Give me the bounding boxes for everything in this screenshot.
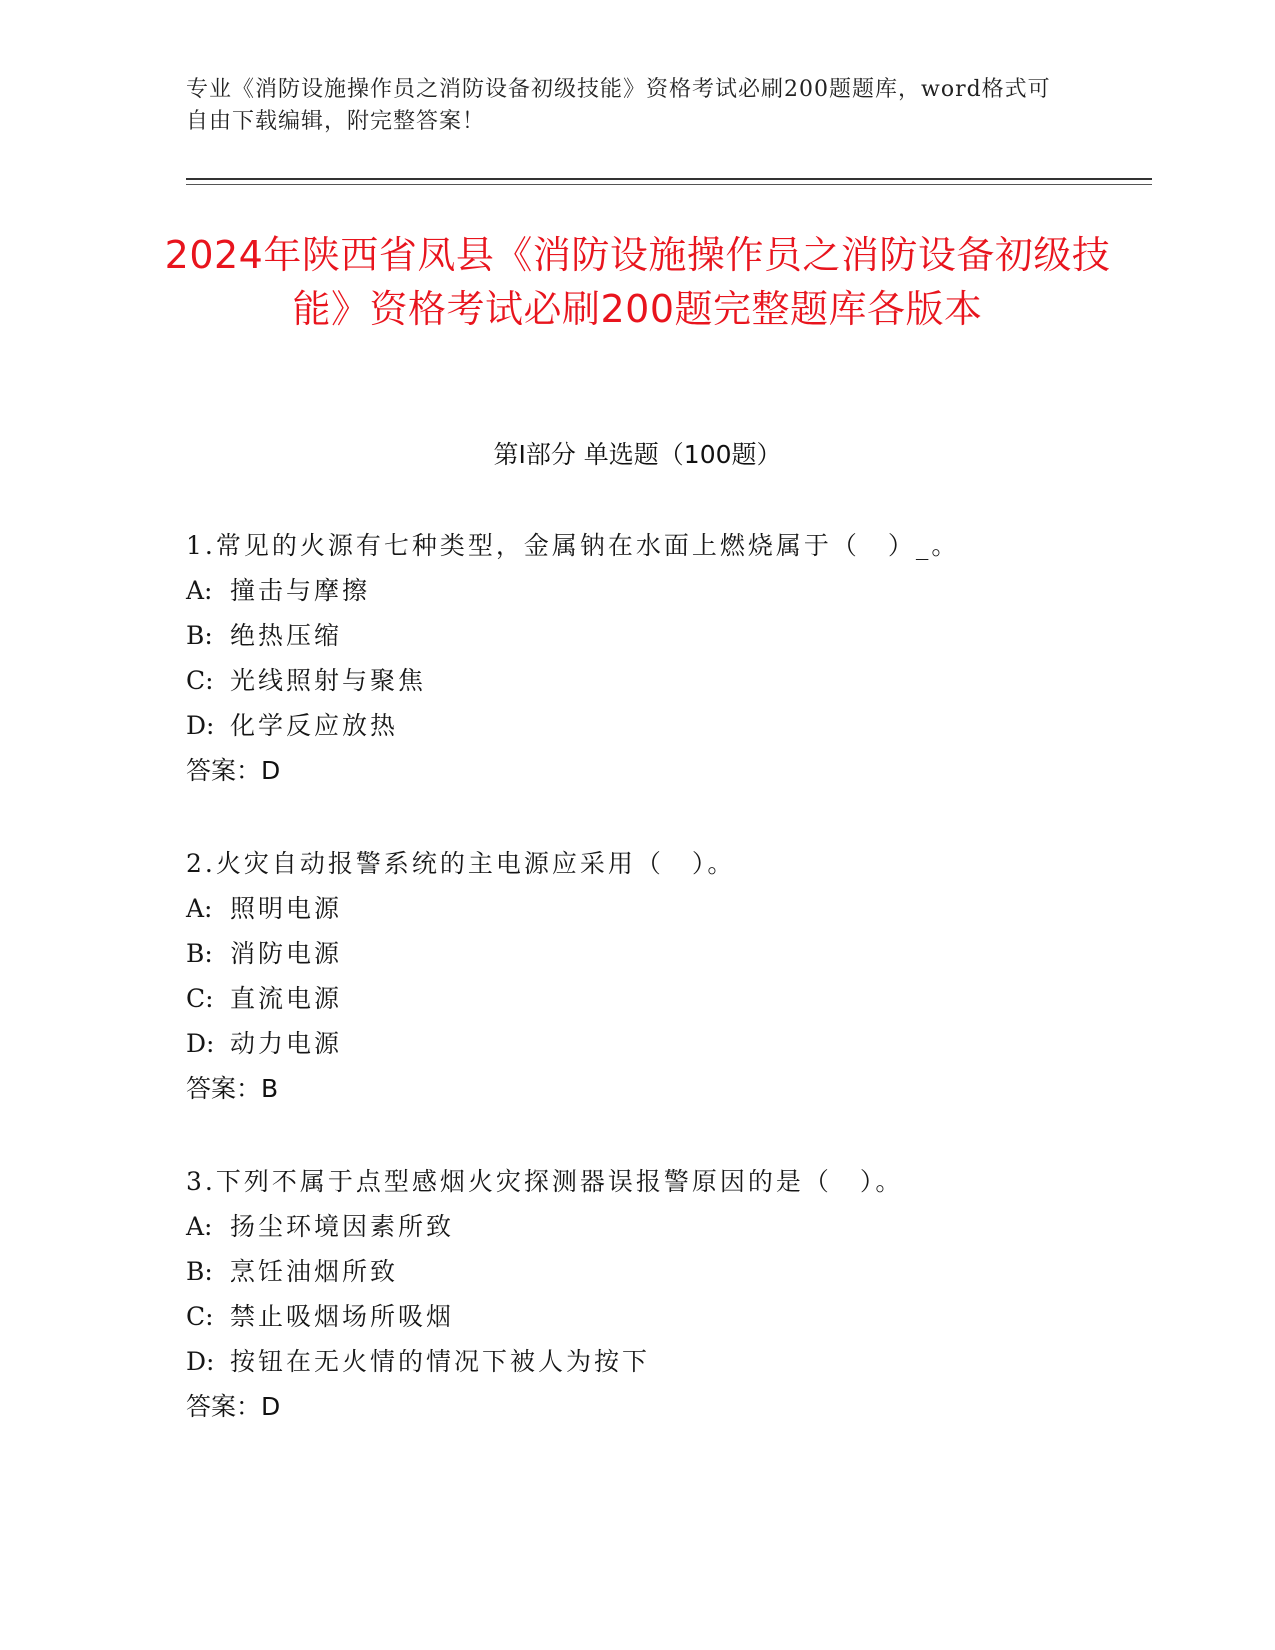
question-3 — [186, 1159, 1106, 1429]
option-b — [186, 613, 1106, 658]
option-c — [186, 658, 1106, 703]
option-key: A: — [186, 576, 213, 605]
question-stem: 3.下列不属于点型感烟火灾探测器误报警原因的是（ ）。 — [186, 1167, 904, 1196]
option-d — [186, 1339, 1106, 1384]
option-key: A: — [186, 1212, 213, 1241]
option-b — [186, 931, 1106, 976]
answer-line: 答案：D — [186, 1392, 281, 1421]
option-text: 按钮在无火情的情况下被人为按下 — [230, 1347, 651, 1376]
option-text: 消防电源 — [230, 939, 343, 968]
option-text: 禁止吸烟场所吸烟 — [230, 1302, 455, 1331]
question-2 — [186, 841, 1106, 1111]
option-b — [186, 1249, 1106, 1294]
option-key: D: — [186, 1029, 215, 1058]
option-key: B: — [186, 1257, 213, 1286]
option-text: 照明电源 — [230, 894, 343, 923]
option-text: 动力电源 — [230, 1029, 343, 1058]
question-stem: 1.常见的火源有七种类型，金属钠在水面上燃烧属于（ ）_。 — [186, 531, 960, 560]
option-text: 直流电源 — [230, 984, 343, 1013]
option-key: D: — [186, 1347, 215, 1376]
option-c — [186, 976, 1106, 1021]
header-divider-thin — [186, 184, 1152, 185]
option-key: C: — [186, 1302, 214, 1331]
question-stem: 2.火灾自动报警系统的主电源应采用（ ）。 — [186, 849, 736, 878]
option-key: B: — [186, 621, 213, 650]
option-d — [186, 703, 1106, 748]
document-title: 2024年陕西省凤县《消防设施操作员之消防设备初级技能》资格考试必刷200题完整题库各版本 — [164, 233, 1111, 331]
option-d — [186, 1021, 1106, 1066]
question-1 — [186, 523, 1106, 793]
option-key: C: — [186, 984, 214, 1013]
option-text: 扬尘环境因素所致 — [230, 1212, 455, 1241]
option-a — [186, 1204, 1106, 1249]
option-text: 光线照射与聚焦 — [230, 666, 427, 695]
option-key: A: — [186, 894, 213, 923]
option-key: B: — [186, 939, 213, 968]
header-divider-thick — [186, 178, 1152, 180]
option-c — [186, 1294, 1106, 1339]
answer-line: 答案：B — [186, 1074, 279, 1103]
option-text: 烹饪油烟所致 — [230, 1257, 399, 1286]
option-text: 撞击与摩擦 — [230, 576, 371, 605]
option-a — [186, 568, 1106, 613]
option-key: C: — [186, 666, 214, 695]
question-list — [186, 523, 1106, 1477]
option-text: 绝热压缩 — [230, 621, 343, 650]
section-heading: 第I部分 单选题（100题） — [493, 440, 782, 469]
option-text: 化学反应放热 — [230, 711, 399, 740]
answer-line: 答案：D — [186, 756, 281, 785]
option-a — [186, 886, 1106, 931]
option-key: D: — [186, 711, 215, 740]
header-note: 专业《消防设施操作员之消防设备初级技能》资格考试必刷200题题库，word格式可自由下载编辑，附完整答案！ — [186, 77, 1051, 134]
